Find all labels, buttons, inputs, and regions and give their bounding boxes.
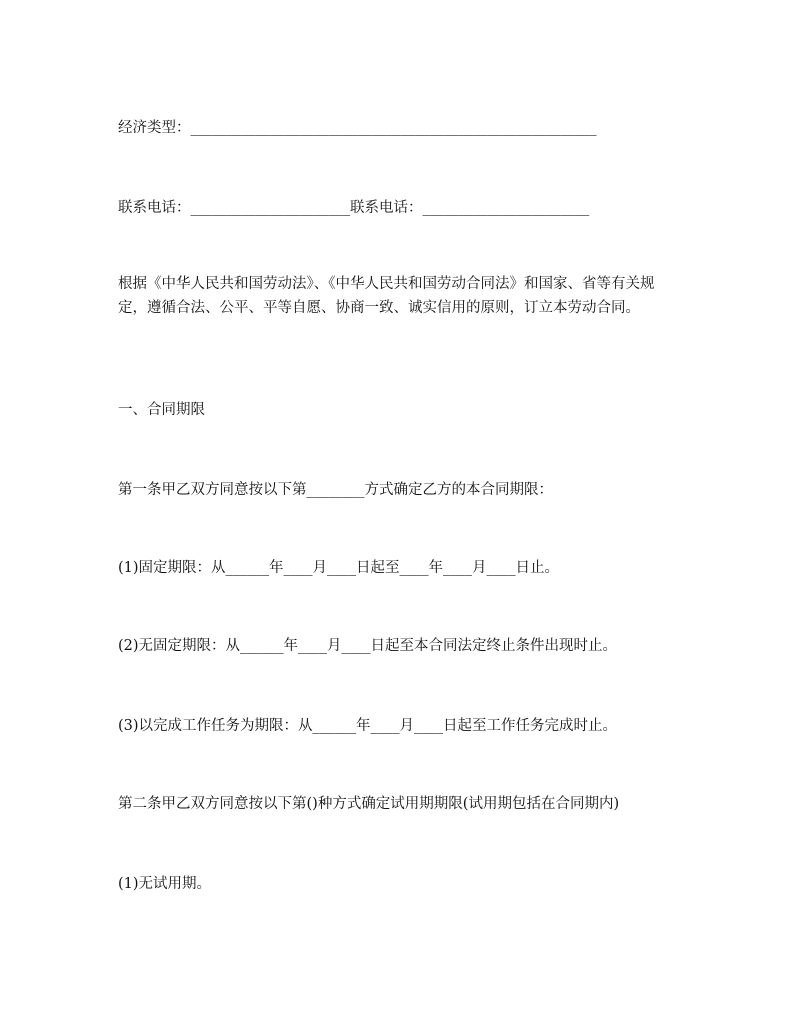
article-2: 第二条甲乙双方同意按以下第()种方式确定试用期期限(试用期包括在合同期内)	[118, 796, 620, 812]
section-title-contract-term: 一、合同期限	[118, 402, 205, 418]
article-1: 第一条甲乙双方同意按以下第________方式确定乙方的本合同期限：	[118, 482, 553, 498]
article-1-item-2: (2)无固定期限：从______年____月____日起至本合同法定终止条件出现时止。	[118, 638, 618, 654]
article-1-item-3: (3)以完成工作任务为期限：从______年____月____日起至工作任务完成时止。	[118, 718, 618, 734]
article-2-item-1: (1)无试用期。	[118, 876, 212, 892]
article-1-item-1: (1)固定期限：从______年____月____日起至____年____月____日止。	[118, 560, 560, 576]
economic-type-line: 经济类型：________________________________________________________	[118, 120, 597, 136]
intro-paragraph: 根据《中华人民共和国劳动法》、《中华人民共和国劳动合同法》和国家、省等有关规定，遵循合法、公平、平等自愿、协商一致、诚实信用的原则，订立本劳动合同。	[118, 276, 655, 316]
contact-phone-line: 联系电话：______________________联系电话：_______________________	[118, 200, 590, 216]
